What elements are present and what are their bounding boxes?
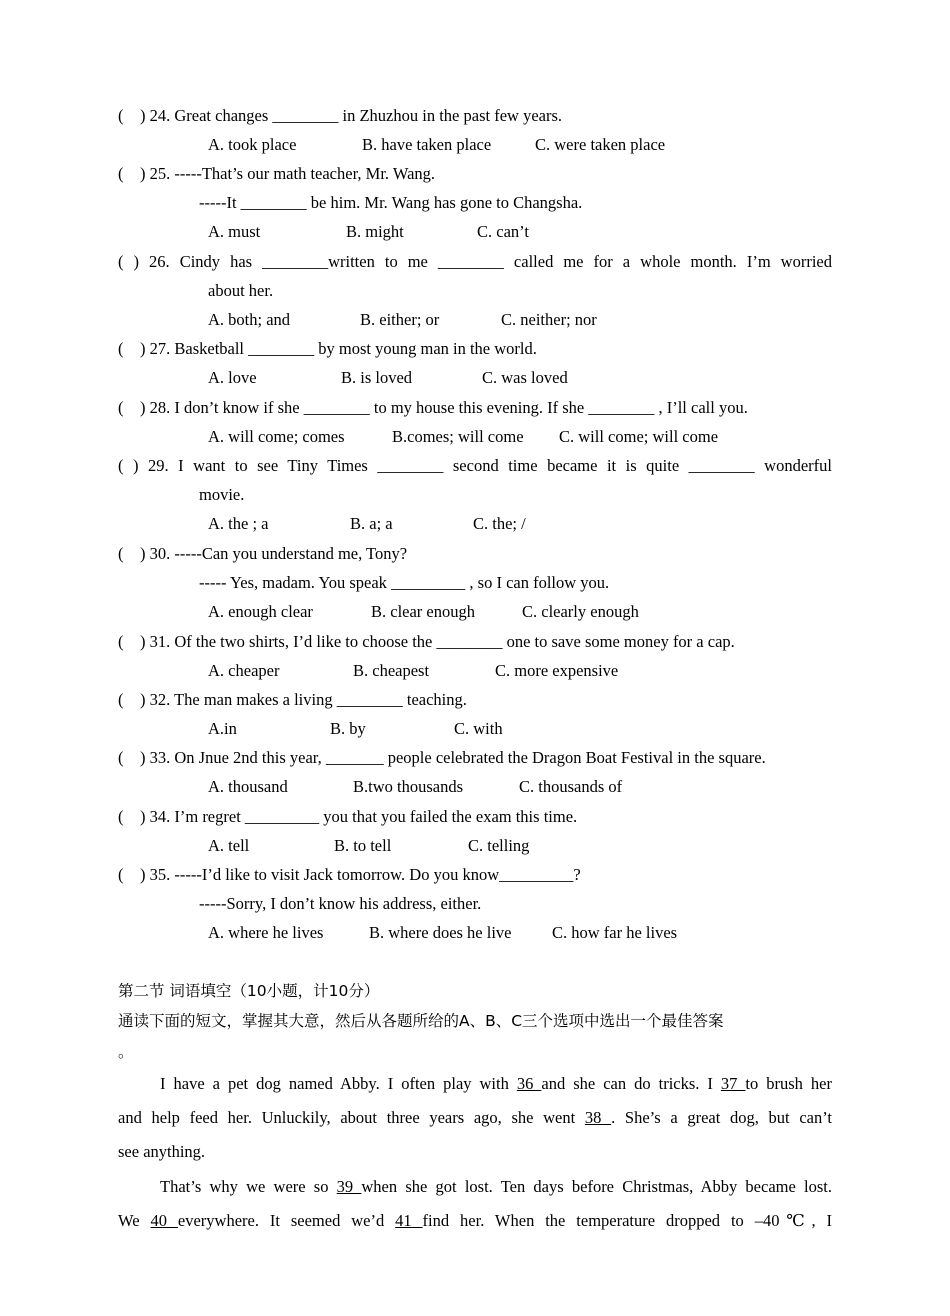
question-34-stem: ( ) 34. I’m regret _________ you that you failed the exam this time. (118, 807, 578, 826)
question-34-option-b: B. to tell (334, 836, 392, 855)
passage-line-4: That’s why we were so 39 when she got lost. Ten days before Christmas, Abby became lost. (160, 1177, 832, 1196)
question-30-option-b: B. clear enough (371, 602, 476, 621)
question-29-stem: ( ) 29. I want to see Tiny Times ________ second time became it is quite ________ wonderful (118, 456, 832, 475)
passage-line-2: and help feed her. Unluckily, about three years ago, she went 38 . She’s a great dog, but can’t (118, 1108, 832, 1127)
passage-line-3: see anything. (118, 1142, 206, 1161)
question-32-option-c: C. with (454, 719, 503, 738)
section-2-title: 第二节 词语填空（10小题，计10分） (118, 982, 380, 1000)
section-2-instructions-end: 。 (118, 1043, 134, 1061)
question-33-option-c: C. thousands of (519, 777, 623, 796)
passage-line-5: We 40 everywhere. It seemed we’d 41 find her. When the temperature dropped to –40℃, I (118, 1211, 832, 1230)
question-27-option-a: A. love (208, 368, 257, 387)
question-30-option-a: A. enough clear (208, 602, 313, 621)
question-25-option-c: C. can’t (477, 222, 529, 241)
question-34-option-a: A. tell (208, 836, 250, 855)
blank-41: 41 (395, 1211, 423, 1230)
blank-36: 36 (516, 1074, 542, 1093)
question-31-option-b: B. cheapest (353, 661, 430, 680)
question-29-stem-continued: movie. (199, 485, 245, 504)
question-29-option-c: C. the; / (473, 514, 526, 533)
blank-37: 37 (720, 1074, 746, 1093)
question-35-option-b: B. where does he live (369, 923, 512, 942)
question-31-stem: ( ) 31. Of the two shirts, I’d like to choose the ________ one to save some money for a cap. (118, 632, 735, 651)
question-32-option-b: B. by (330, 719, 366, 738)
question-35-option-a: A. where he lives (208, 923, 324, 942)
question-35-stem-continued: -----Sorry, I don’t know his address, either. (199, 894, 482, 913)
question-35-option-c: C. how far he lives (552, 923, 678, 942)
blank-40: 40 (150, 1211, 178, 1230)
question-30-option-c: C. clearly enough (522, 602, 639, 621)
question-33-option-a: A. thousand (208, 777, 288, 796)
question-31-option-c: C. more expensive (495, 661, 619, 680)
question-25-option-a: A. must (208, 222, 261, 241)
question-26-stem: ( ) 26. Cindy has ________written to me ________ called me for a whole month. I’m worried (118, 252, 832, 271)
question-32-option-a: A.in (208, 719, 237, 738)
question-30-stem-continued: ----- Yes, madam. You speak _________ , so I can follow you. (199, 573, 610, 592)
question-29-option-b: B. a; a (350, 514, 393, 533)
question-25-stem-continued: -----It ________ be him. Mr. Wang has gone to Changsha. (199, 193, 583, 212)
question-29-option-a: A. the ; a (208, 514, 269, 533)
passage-line-1: I have a pet dog named Abby. I often play with 36 and she can do tricks. I 37 to brush her (160, 1074, 833, 1093)
question-28-stem: ( ) 28. I don’t know if she ________ to my house this evening. If she ________ , I’ll call you. (118, 398, 748, 417)
question-28-option-b: B.comes; will come (392, 427, 524, 446)
question-27-option-b: B. is loved (341, 368, 413, 387)
question-31-option-a: A. cheaper (208, 661, 280, 680)
question-26-stem-continued: about her. (208, 281, 274, 300)
question-24-stem: ( ) 24. Great changes ________ in Zhuzhou in the past few years. (118, 106, 563, 125)
question-26-option-c: C. neither; nor (501, 310, 597, 329)
section-2-instructions: 通读下面的短文，掌握其大意，然后从各题所给的A、B、C三个选项中选出一个最佳答案 (118, 1012, 724, 1030)
question-35-stem: ( ) 35. -----I’d like to visit Jack tomorrow. Do you know_________? (118, 865, 581, 884)
question-24-option-b: B. have taken place (362, 135, 492, 154)
question-27-option-c: C. was loved (482, 368, 568, 387)
question-33-stem: ( ) 33. On Jnue 2nd this year, _______ people celebrated the Dragon Boat Festival in the square. (118, 748, 766, 767)
question-28-option-a: A. will come; comes (208, 427, 345, 446)
question-26-option-b: B. either; or (360, 310, 440, 329)
question-33-option-b: B.two thousands (353, 777, 464, 796)
question-27-stem: ( ) 27. Basketball ________ by most young man in the world. (118, 339, 537, 358)
question-28-option-c: C. will come; will come (559, 427, 719, 446)
question-32-stem: ( ) 32. The man makes a living ________ teaching. (118, 690, 467, 709)
blank-38: 38 (584, 1108, 612, 1127)
question-24-option-a: A. took place (208, 135, 297, 154)
blank-39: 39 (336, 1177, 362, 1196)
question-25-stem: ( ) 25. -----That’s our math teacher, Mr. Wang. (118, 164, 436, 183)
question-25-option-b: B. might (346, 222, 404, 241)
question-34-option-c: C. telling (468, 836, 530, 855)
question-24-option-c: C. were taken place (535, 135, 666, 154)
question-26-option-a: A. both; and (208, 310, 291, 329)
question-30-stem: ( ) 30. -----Can you understand me, Tony? (118, 544, 408, 563)
